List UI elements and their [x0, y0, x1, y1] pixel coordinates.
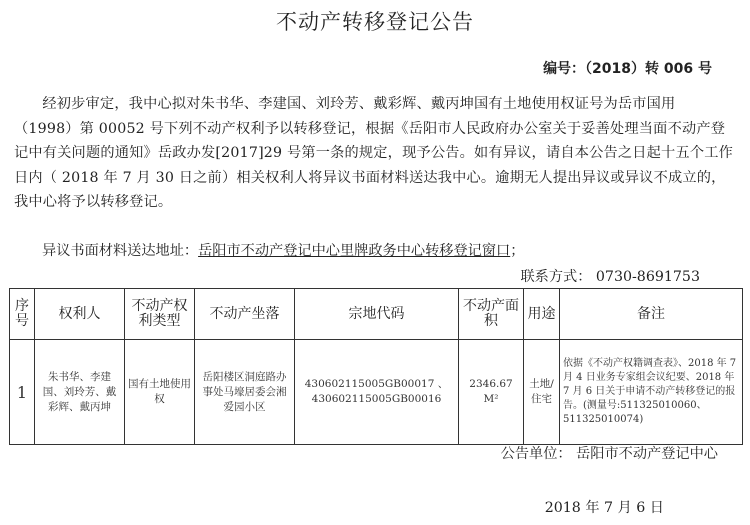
header-holder: 权利人 — [35, 289, 125, 340]
header-area: 不动产面积 — [459, 289, 524, 340]
issuing-unit: 公告单位： 岳阳市不动产登记中心 — [500, 446, 718, 462]
cell-remark: 依据《不动产权籍调查表》、2018 年 7 月 4 日业务专家组会议纪要、2018 年 7 月 6 日关于申请不动产转移登记的报告。(测量号:511325010060、511325010074) — [560, 340, 743, 445]
header-right-type: 不动产权利类型 — [125, 289, 195, 340]
header-seq: 序号 — [10, 289, 35, 340]
issue-date: 2018 年 7 月 6 日 — [544, 500, 664, 516]
address-value: 岳阳市不动产登记中心里牌政务中心转移登记窗口 — [198, 243, 511, 259]
header-remark: 备注 — [560, 289, 743, 340]
address-label: 异议书面材料送达地址： — [42, 243, 199, 259]
registration-table — [9, 288, 743, 445]
cell-holder: 朱书华、李建国、刘玲芳、戴彩辉、戴丙坤 — [35, 340, 125, 445]
header-parcel-code: 宗地代码 — [295, 289, 459, 340]
cell-area: 2346.67 M² — [459, 340, 524, 445]
table-row — [10, 340, 743, 445]
table-header-row — [10, 289, 743, 340]
header-usage: 用途 — [524, 289, 560, 340]
address-tail: ； — [510, 243, 525, 259]
announcement-body: 经初步审定，我中心拟对朱书华、李建国、刘玲芳、戴彩辉、戴丙坤国有土地使用权证号为岳市国用（1998）第 00052 号下列不动产权利予以转移登记，根据《岳阳市人民政府办公室关于妥善处理当面不动产登记中有关问题的通知》岳政办发[2017]29 号第一条的规定，现予公告。如有异议，请自本公告之日起十五个工作日内（ 2018 年 7 月 30 日之前）相关权利人将异议书面材料送达我中心。逾期无人提出异议或异议不成立的，我中心将予以转移登记。 — [14, 96, 733, 210]
header-location: 不动产坐落 — [195, 289, 295, 340]
contact-info: 联系方式： 0730-8691753 — [520, 269, 700, 285]
page-title: 不动产转移登记公告 — [276, 10, 474, 34]
document-number: 编号：（2018）转 006 号 — [543, 61, 712, 77]
cell-location: 岳阳楼区洞庭路办事处马壕居委会湘爱园小区 — [195, 340, 295, 445]
cell-right-type: 国有土地使用权 — [125, 340, 195, 445]
cell-usage: 土地/住宅 — [524, 340, 560, 445]
cell-seq: 1 — [10, 340, 35, 445]
objection-address — [42, 240, 524, 260]
cell-parcel-code: 430602115005GB00017 、430602115005GB00016 — [295, 340, 459, 445]
